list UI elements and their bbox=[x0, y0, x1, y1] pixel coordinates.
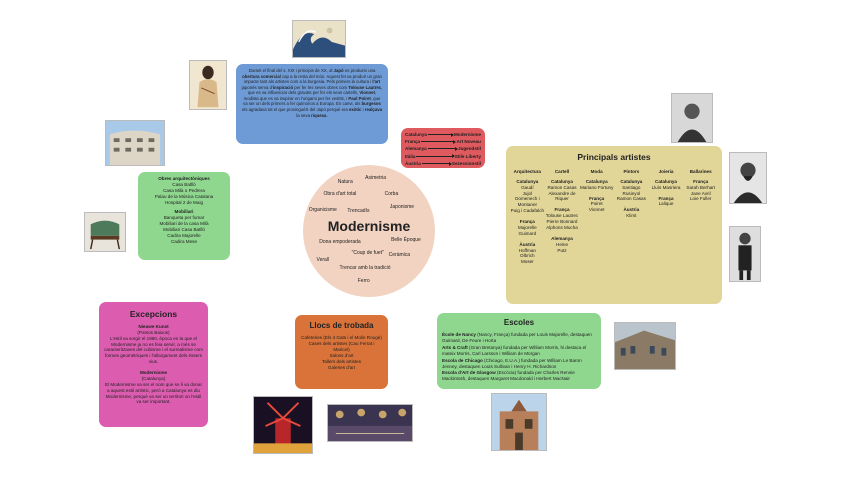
center-word: Organicisme bbox=[308, 206, 337, 213]
artist-country: Catalunya bbox=[585, 178, 608, 184]
intro-highlight: exòtic bbox=[349, 107, 362, 113]
casa-mila-photo bbox=[105, 120, 165, 166]
artist-name: Hoffman bbox=[518, 247, 536, 253]
arrow-icon bbox=[422, 163, 451, 164]
escola-item bbox=[442, 345, 596, 357]
center-title: Modernisme bbox=[327, 217, 411, 234]
principals-artistes-box bbox=[506, 146, 722, 304]
mobiliari-item: Cadira Majorelle bbox=[167, 232, 201, 238]
mobiliari-list bbox=[143, 215, 225, 244]
japonisme-intro-text bbox=[241, 68, 383, 118]
center-word: Ceràmica bbox=[388, 251, 411, 258]
nieuwe-kunst-sub: (Països Baixos) bbox=[137, 329, 170, 335]
artist-name: Jane Avril bbox=[690, 190, 711, 196]
intro-highlight: inspiració bbox=[272, 84, 294, 90]
artist-column bbox=[510, 169, 545, 265]
center-word: Dona empoderada bbox=[319, 238, 361, 245]
center-word: Japonisme bbox=[389, 204, 415, 211]
country-label: Catalunya bbox=[405, 132, 427, 137]
artist-name: Alexandre de Riquer bbox=[548, 190, 576, 202]
bench-furniture-photo bbox=[84, 212, 126, 252]
lloc-item: Cases dels artistes (Cau Ferrat i Maricel) bbox=[308, 341, 375, 352]
mobiliari-item: Mobiliari Casa Batlló bbox=[163, 227, 205, 232]
escoles-list bbox=[442, 332, 596, 382]
artist-column bbox=[649, 169, 684, 265]
mobiliari-item: Cadira Mese bbox=[170, 238, 198, 244]
excepcions-title: Excepcions bbox=[129, 309, 178, 319]
artist-column bbox=[683, 169, 718, 265]
artist-column-header: Joieria bbox=[658, 168, 674, 174]
intro-text-run: . bbox=[326, 112, 328, 118]
center-word: Corba bbox=[384, 191, 399, 198]
intro-highlight: burgesos bbox=[361, 101, 381, 107]
portrait-photo-3 bbox=[729, 226, 761, 282]
style-name-row bbox=[405, 153, 481, 160]
artist-country: Catalunya bbox=[551, 178, 573, 184]
artist-name: Mariano Fortuny bbox=[579, 184, 614, 190]
japanese-woman-print bbox=[189, 60, 227, 110]
style-name-row bbox=[405, 131, 481, 138]
artist-name: Puig i Cadafalch bbox=[510, 208, 545, 214]
country-label: França bbox=[405, 139, 421, 145]
intro-text-run: es produeix una bbox=[343, 68, 376, 73]
escola-description: (Nancy, França) fundada per Louis Majorelle, destaquen Guimard, De Feure i Horta bbox=[442, 332, 592, 344]
modernisme-cat-sub: (Catalunya) bbox=[141, 375, 166, 381]
escola-description: (Chicago, E.U.A.) fundada per William Le Baron Jenney, destaquen Louis Sullivan i Henry H. Richardson bbox=[442, 357, 582, 369]
japonisme-intro-box bbox=[236, 64, 388, 144]
escola-item bbox=[442, 332, 596, 344]
intro-highlight: Japó bbox=[333, 68, 344, 73]
intro-highlight: Tolouse Lautrec bbox=[348, 84, 382, 90]
arrow-icon bbox=[428, 134, 453, 135]
artist-name: Vionnet bbox=[588, 207, 605, 213]
street-building-photo bbox=[614, 322, 676, 370]
intro-text-run: i bbox=[361, 107, 365, 113]
style-name-row bbox=[405, 145, 481, 152]
artist-name: Klimt bbox=[626, 213, 637, 219]
intro-text-run: Durant el final del s. XIX i principis de XX, al bbox=[248, 68, 334, 73]
great-wave-print bbox=[292, 20, 346, 58]
obra-item: Casa Milà o Pedrera bbox=[163, 187, 205, 193]
modernisme-cat-title: Modernisme bbox=[139, 370, 168, 375]
artist-name: Poiret bbox=[590, 201, 603, 207]
artist-column bbox=[614, 169, 649, 265]
artistes-columns bbox=[510, 169, 718, 265]
intro-text-run: japonès serva d' bbox=[241, 84, 273, 90]
artist-column-header: Cartell bbox=[554, 168, 570, 174]
style-name-label: Sezessionstil bbox=[451, 160, 481, 166]
intro-highlight: realçava bbox=[364, 107, 382, 113]
artist-country: Catalunya bbox=[655, 178, 677, 184]
obra-item: Hospital 2 de Maig bbox=[164, 199, 204, 205]
intro-highlight: obertura comercial bbox=[242, 73, 281, 79]
artist-country: França bbox=[554, 207, 570, 213]
escola-name: Arts & Craft bbox=[442, 344, 468, 350]
lloc-item: Tallers dels artistes bbox=[321, 358, 362, 364]
artist-country: Catalunya bbox=[516, 178, 539, 184]
intro-highlight: l'art bbox=[372, 79, 381, 85]
lloc-item: Galeries d'art bbox=[327, 364, 356, 370]
intro-text-run: cap a la resta del món. Aquest fet va produir un gran impacte tant als artistes com a la burgesia. Pels primers la cultura i bbox=[243, 73, 382, 85]
llocs-trobada-box bbox=[295, 315, 388, 389]
center-word: Natura bbox=[337, 179, 353, 186]
style-name-label: Modernisme bbox=[453, 132, 481, 137]
center-word: "Coup de fuet" bbox=[351, 250, 384, 257]
escola-name: Escola de Chicago bbox=[442, 357, 483, 363]
artist-name: Guimard bbox=[518, 230, 537, 236]
center-word: Verall bbox=[316, 257, 330, 264]
arrow-icon bbox=[428, 148, 457, 149]
artist-column-header: Moda bbox=[590, 168, 603, 174]
portrait-photo-2 bbox=[729, 152, 767, 204]
obra-item: Palau de la Música Catalana bbox=[154, 193, 214, 199]
artist-name: Moser bbox=[520, 259, 534, 265]
excepcions-box bbox=[99, 302, 208, 427]
artist-country: Àustria bbox=[519, 241, 536, 247]
artist-name: Gaudí bbox=[521, 184, 534, 190]
artist-name: Heine bbox=[556, 241, 569, 247]
escola-item bbox=[442, 358, 596, 370]
artist-name: Pierre Bonnard bbox=[546, 219, 578, 224]
arrow-icon bbox=[421, 141, 455, 142]
obres-arquitectoniques-title: Obres arquitectòniques bbox=[158, 176, 210, 181]
artist-name: Loie Fuller bbox=[689, 196, 712, 202]
center-word: Obra d'art total bbox=[323, 191, 357, 198]
center-word: Trencar amb la tradició bbox=[339, 264, 391, 271]
intro-highlight: riquesa bbox=[311, 112, 327, 118]
country-label: Àustria bbox=[405, 160, 421, 166]
artist-name: Domenech i Montaner bbox=[515, 196, 540, 208]
mobiliari-item: Mobiliari de la casa Milà bbox=[159, 221, 209, 227]
artist-name: Lluís Masriera bbox=[651, 184, 681, 190]
intro-text-run: per fer les seves obres com bbox=[293, 84, 349, 90]
lloc-item: Salons d'art bbox=[329, 352, 354, 358]
country-label: Alemanya bbox=[405, 146, 427, 152]
country-label: Itàlia bbox=[405, 153, 416, 159]
llocs-trobada-title: Llocs de trobada bbox=[309, 321, 374, 330]
escola-name: Escola d'Art de Glasgow bbox=[442, 370, 496, 376]
artist-country: Catalunya bbox=[620, 178, 643, 184]
artist-column-header: Arquitectura bbox=[513, 168, 541, 174]
artist-country: França bbox=[589, 195, 605, 201]
artist-name: Olbrich bbox=[520, 253, 535, 259]
obra-item: Casa Batlló bbox=[172, 181, 196, 187]
mobiliari-title: Mobiliari bbox=[174, 209, 194, 215]
intro-text-run: , que es va influenciar dels gravats per fer els seus cartells, bbox=[247, 84, 383, 96]
artist-country: França bbox=[658, 195, 674, 201]
moulin-rouge-photo bbox=[253, 396, 313, 454]
artist-name: Jujol bbox=[522, 190, 533, 196]
escoles-title: Escoles bbox=[503, 318, 535, 327]
artist-column bbox=[579, 169, 614, 265]
artist-name: Ramon Casas bbox=[616, 196, 646, 202]
pavilion-building-photo bbox=[491, 393, 547, 451]
escola-description: (Gran Bretanya) fundada per William Morris, hi destaca el mateix Morris, Carl Larsson i William de Morgan bbox=[442, 344, 587, 356]
modernisme-cat-text: El Modernisme va ser el nom que se li va donar a aquest estil artístic, però a Catalunya es diu Modernisme, perquè va ser un territori on l'estil va ser important. bbox=[104, 381, 203, 405]
artist-name: Santiago Rusinyol bbox=[622, 184, 641, 196]
style-name-label: Art Noveau bbox=[456, 139, 481, 145]
intro-text-run: els agradava tot el que provinguéS del Japó perquè era bbox=[241, 107, 350, 113]
artist-country: Àustria bbox=[623, 207, 640, 213]
arrow-icon bbox=[416, 156, 453, 157]
artist-country: França bbox=[519, 219, 535, 224]
artist-name: Alphons Mucha bbox=[546, 224, 578, 230]
escola-description: (Escòcia) fundada per Charles Rennie Mackintosh, destaquen Margaret Macdonald i Herbert MacNair bbox=[442, 370, 575, 382]
llocs-trobada-list bbox=[300, 335, 383, 370]
center-word: Trencadís bbox=[347, 208, 370, 215]
artist-name: Ramon Casas bbox=[547, 184, 577, 190]
artist-column bbox=[545, 169, 580, 265]
style-name-row bbox=[405, 160, 481, 167]
principals-artistes-title: Principals artistes bbox=[577, 152, 651, 162]
artist-name: Putz bbox=[557, 247, 567, 253]
center-word: Asimetria bbox=[365, 175, 387, 182]
style-name-row bbox=[405, 138, 481, 145]
cafe-interior-photo bbox=[327, 404, 413, 442]
style-name-label: Stile Liberty bbox=[454, 153, 481, 159]
portrait-photo-1 bbox=[671, 93, 713, 143]
intro-text-run: , modista que es va inspirar en l'origami per fer vestits, i bbox=[243, 90, 377, 101]
style-names-list bbox=[405, 131, 481, 167]
style-names-box bbox=[401, 128, 485, 168]
escola-item bbox=[442, 370, 596, 382]
artist-name: Sarah Berhart bbox=[686, 184, 715, 190]
center-word: Belle Époque bbox=[391, 237, 421, 244]
obres-box bbox=[138, 172, 230, 260]
artist-column-header: Pintors bbox=[623, 168, 640, 174]
intro-highlight: Vionnet bbox=[359, 90, 376, 96]
modernisme-center-circle bbox=[303, 165, 435, 297]
intro-text-run: la seva bbox=[296, 112, 312, 118]
artist-country: França bbox=[693, 178, 709, 184]
artist-name: Tolouse Lautrec bbox=[545, 213, 579, 219]
mobiliari-item: Banqueta per fumar bbox=[163, 215, 205, 221]
escoles-box bbox=[437, 313, 601, 389]
artist-name: Lalique bbox=[658, 201, 674, 207]
intro-highlight: Paul Poiret bbox=[348, 95, 371, 101]
obres-arquitectoniques-list bbox=[143, 182, 225, 206]
escola-name: École de Nancy bbox=[442, 332, 476, 338]
intro-text-run: , que va ser un dels primers a fer quimonos a Europa. En canvi, als bbox=[243, 95, 381, 107]
artist-country: Alemanya bbox=[551, 235, 573, 241]
artist-name: Majorelle bbox=[518, 224, 537, 230]
center-word: Ferro bbox=[357, 278, 370, 285]
nieuwe-kunst-title: Nieuwe Kunst bbox=[138, 323, 169, 329]
artist-column-header: Ballarines bbox=[689, 168, 712, 174]
nieuwe-kunst-text: L'estil va sorgir el 1960, època en la que el Modernisme ja no es feia servir, a més se caracteritzaves del cubisme i el surrealisme com formes geomètriques i l'allargament dels éssers vius. bbox=[104, 335, 203, 365]
style-name-label: Jugendstil bbox=[458, 146, 481, 152]
lloc-item: Cafeteries (Els 4 Gats i el Molin Rouge) bbox=[301, 335, 382, 341]
